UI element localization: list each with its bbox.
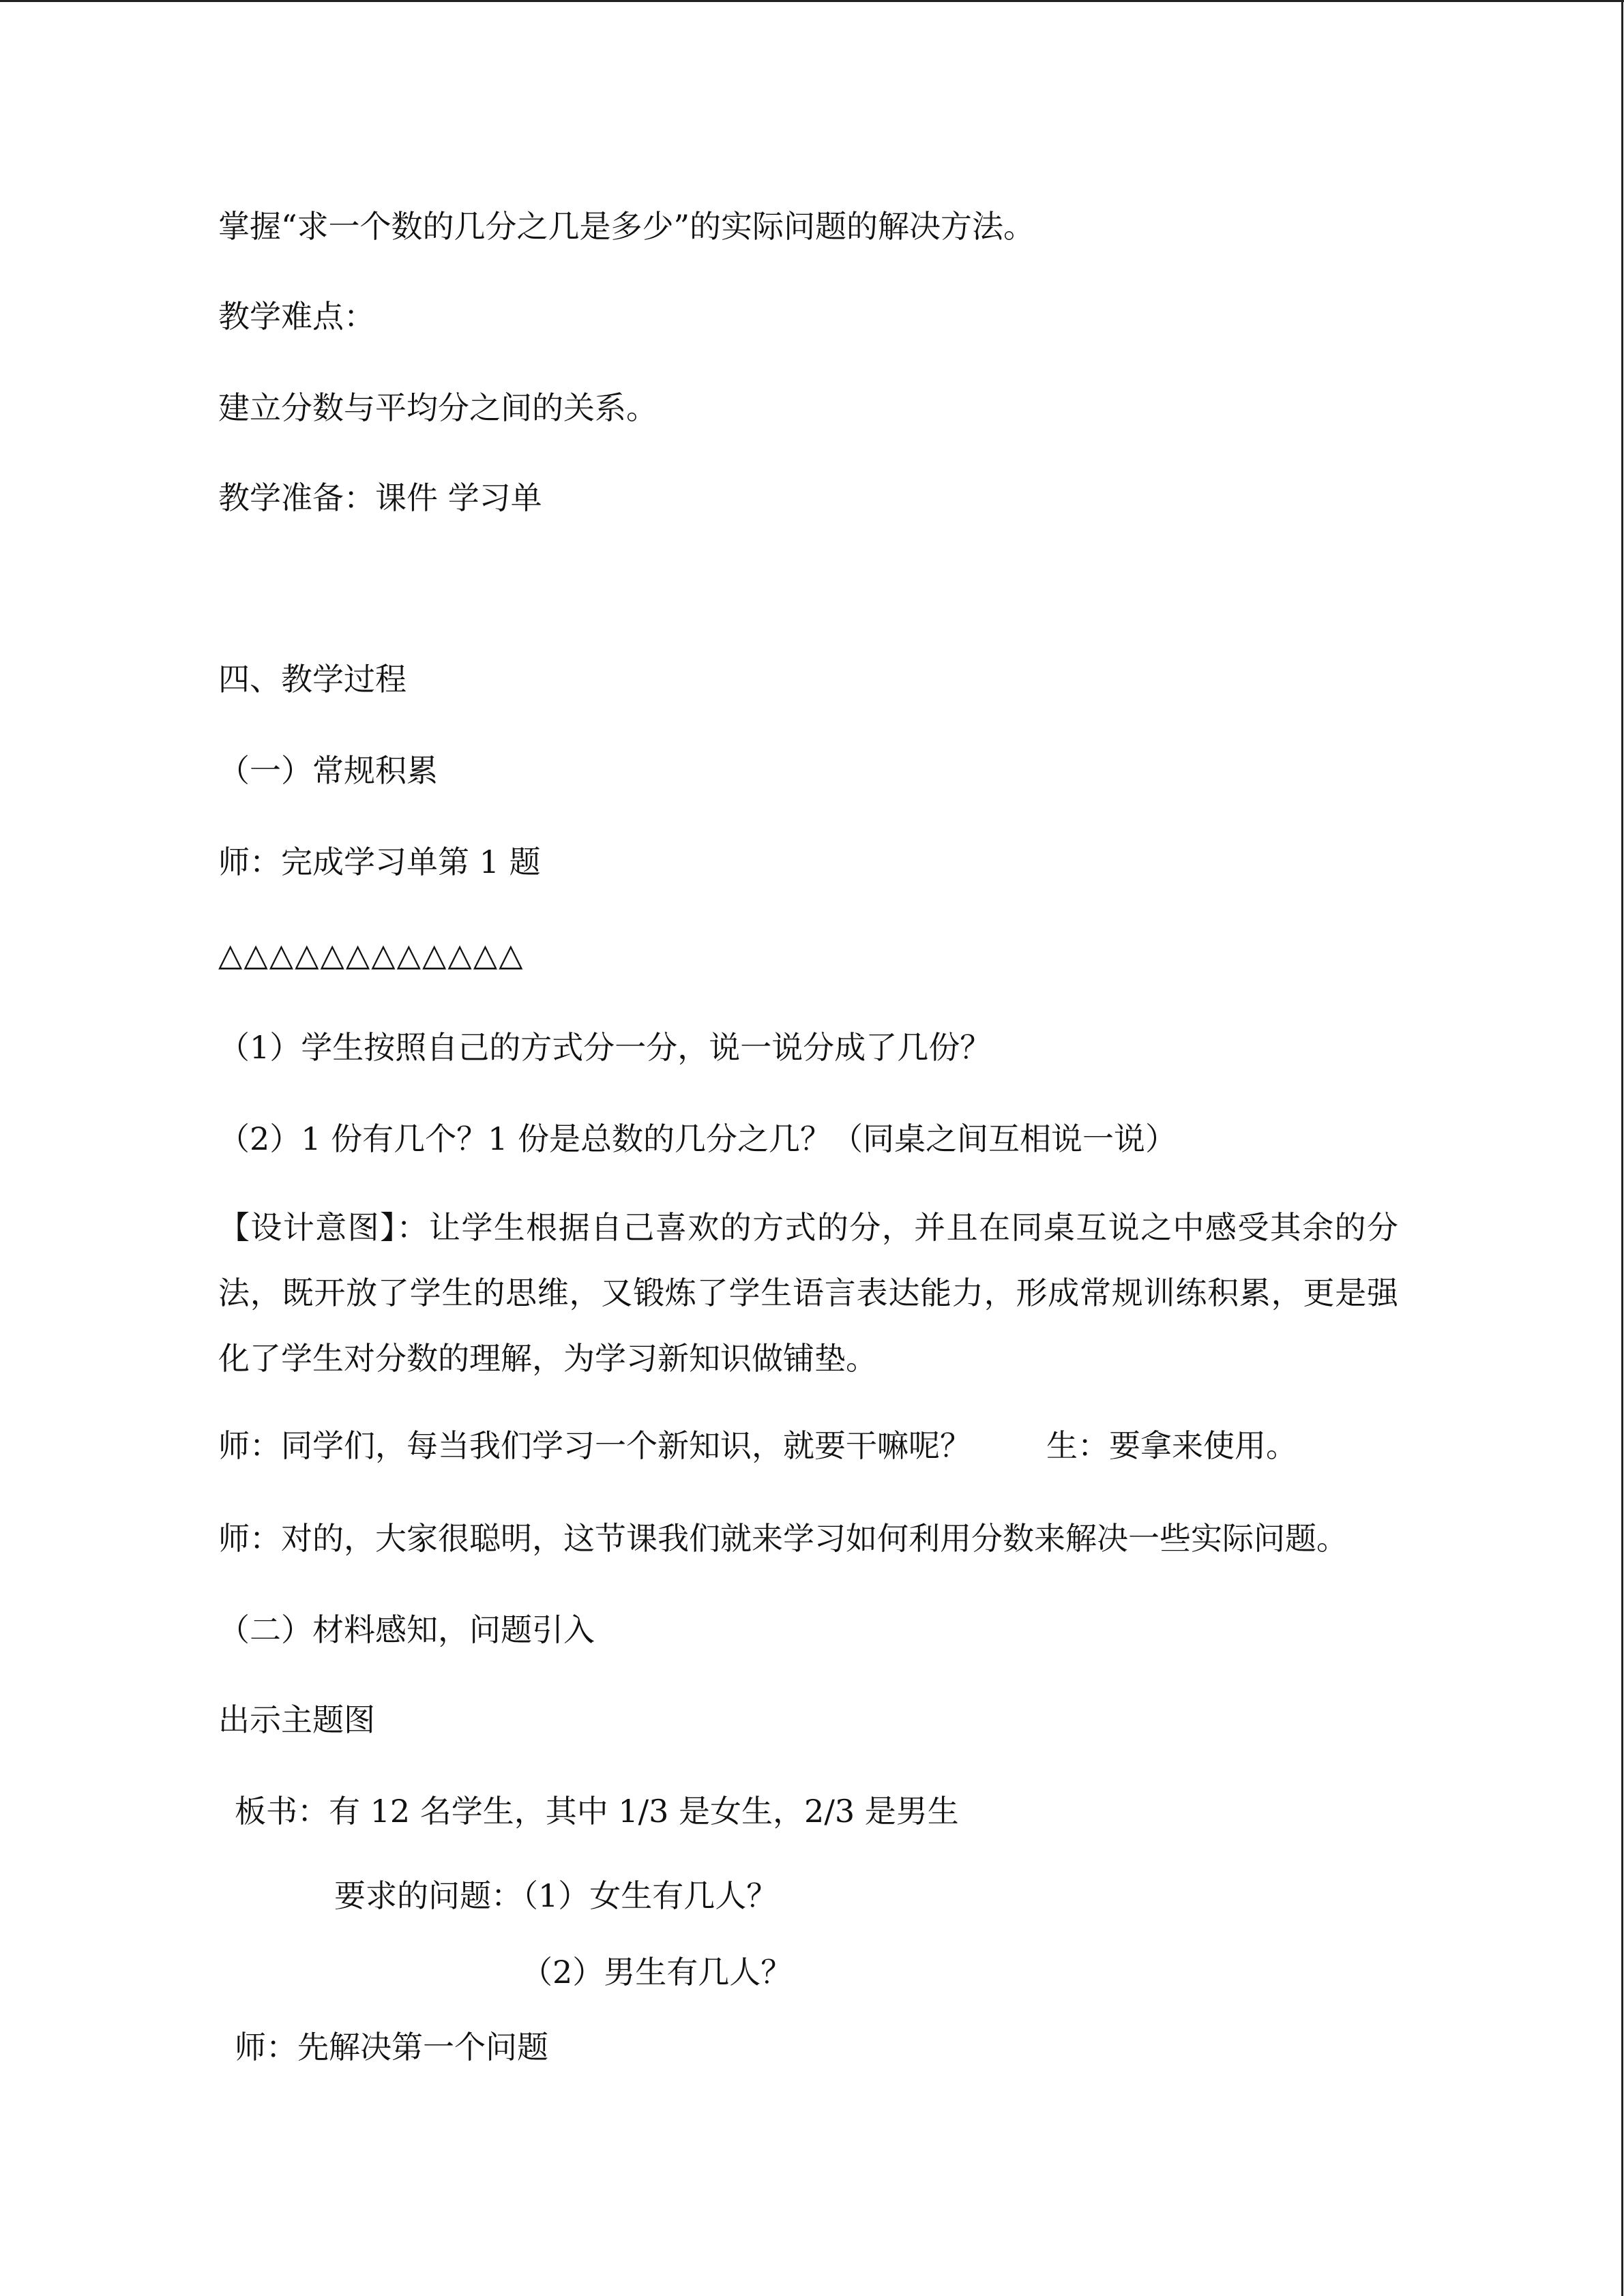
text-line-lesson-intro: 师：对的，大家很聪明，这节课我们就来学习如何利用分数来解决一些实际问题。 [218, 1520, 1348, 1557]
dialogue-line-teacher-student [218, 1425, 1297, 1466]
text-line-method: 掌握“求一个数的几分之几是多少”的实际问题的解决方法。 [218, 208, 1035, 245]
text-line-relation: 建立分数与平均分之间的关系。 [218, 389, 658, 426]
text-line-question-1: （1）学生按照自己的方式分一分，说一说分成了几份？ [218, 1029, 992, 1066]
subsection-heading-material: （二）材料感知，问题引入 [218, 1611, 595, 1648]
subsection-heading-routine: （一）常规积累 [218, 752, 438, 789]
text-line-required-question-2: （2）男生有几人？ [521, 1954, 793, 1991]
text-line-preparation: 教学准备：课件 学习单 [218, 479, 542, 516]
page-right-border [1621, 0, 1623, 2296]
text-line-show-picture: 出示主题图 [218, 1701, 375, 1738]
heading-difficulty: 教学难点： [218, 298, 375, 335]
teacher-question: 师：同学们，每当我们学习一个新知识，就要干嘛呢？ [218, 1427, 971, 1464]
text-line-required-question-1: 要求的问题：（1）女生有几人？ [334, 1877, 778, 1914]
design-intent-paragraph: 【设计意图】：让学生根据自己喜欢的方式的分，并且在同桌互说之中感受其余的分法，既开放了学生的思维，又锻炼了学生语言表达能力，形成常规训练积累，更是强化了学生对分数的理解，为学习新知识做铺垫。 [218, 1209, 1398, 1377]
student-answer: 生：要拿来使用。 [1046, 1427, 1297, 1464]
page-top-border [0, 0, 1624, 2]
text-line-board-writing: 板书：有 12 名学生，其中 1/3 是女生，2/3 是男生 [235, 1793, 959, 1830]
text-line-solve-first: 师：先解决第一个问题 [235, 2029, 548, 2066]
text-line-teacher-task: 师：完成学习单第 1 题 [218, 844, 541, 880]
text-line-question-2: （2）1 份有几个？1 份是总数的几分之几？（同桌之间互相说一说） [218, 1120, 1177, 1157]
triangle-row: △△△△△△△△△△△△ [218, 936, 525, 973]
section-heading-process: 四、教学过程 [218, 661, 407, 698]
